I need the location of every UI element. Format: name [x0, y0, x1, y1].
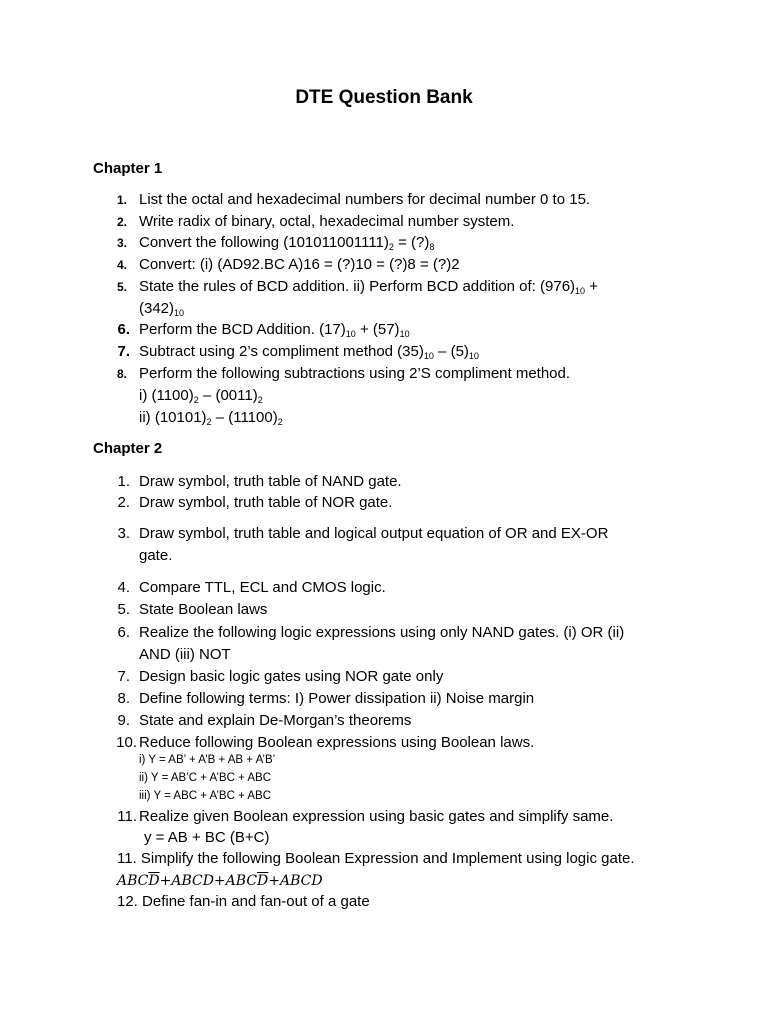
question-text: Reduce following Boolean expressions using Boolean laws.	[139, 734, 535, 751]
question-text: Draw symbol, truth table of NOR gate.	[139, 494, 393, 511]
question-text: Compare TTL, ECL and CMOS logic.	[139, 579, 386, 596]
question-text: Convert: (i) (AD92.BC A)16 = (?)10 = (?)8 = (?)2	[139, 256, 460, 273]
question-number: 4.	[117, 579, 130, 596]
question-number: 3.	[117, 525, 130, 542]
question-number: 3.	[116, 236, 127, 250]
page-title: DTE Question Bank	[295, 87, 473, 108]
ch2-q11-expression: y = AB + BC (B+C)	[144, 829, 270, 846]
question-text: Perform the BCD Addition. $(17)_{10} + (57)_{10}$	[139, 321, 410, 339]
question-number: 6.	[117, 624, 130, 641]
question-text: Draw symbol, truth table and logical output equation of OR and EX-OR	[139, 525, 609, 542]
question-text: Define following terms: I) Power dissipation ii) Noise margin	[139, 690, 535, 707]
ch2-q10-sub-iii: iii) Y = ABC + A’BC + ABC	[139, 790, 271, 802]
question-text: State Boolean laws	[139, 601, 268, 618]
question-number: 7.	[117, 668, 130, 685]
question-number: 5.	[116, 280, 127, 294]
question-text: Write radix of binary, octal, hexadecimal number system.	[139, 213, 515, 230]
question-number: 1.	[116, 193, 127, 207]
question-text: Draw symbol, truth table of NAND gate.	[139, 473, 402, 490]
question-number: 7.	[117, 343, 130, 360]
ch2-question-11-simplify: 11. Simplify the following Boolean Expression and Implement using logic gate.	[117, 850, 635, 867]
question-text: Realize given Boolean expression using basic gates and simplify same.	[139, 808, 614, 825]
question-text: Subtract using 2’s compliment method $(35)_{10} - (5)_{10}$	[139, 343, 479, 361]
question-number: 6.	[117, 321, 130, 338]
question-number: 1.	[117, 473, 130, 490]
question-text: Convert the following $(101011001111)_2$ = $(?)_8$	[139, 234, 435, 252]
question-text: Design basic logic gates using NOR gate only	[139, 668, 444, 685]
question-number: 2.	[117, 494, 130, 511]
question-text: List the octal and hexadecimal numbers for decimal number 0 to 15.	[139, 191, 591, 208]
question-number: 4.	[116, 258, 127, 272]
ch2-question-12: 12. Define fan-in and fan-out of a gate	[117, 893, 370, 910]
question-text: State and explain De-Morgan’s theorems	[139, 712, 412, 729]
ch2-q11-boolean-expression: $ABC\overline{D}+ABCD+ABC\overline{D}+ABCD$	[117, 873, 323, 889]
chapter-1-heading: Chapter 1	[93, 160, 163, 177]
question-text-continued: AND (iii) NOT	[139, 646, 231, 663]
question-number: 8.	[116, 367, 127, 381]
question-number: 11.	[117, 808, 137, 825]
question-text-continued: $(342)_{10}$	[139, 300, 185, 318]
question-text-continued: gate.	[139, 547, 173, 564]
question-number: 5.	[117, 601, 130, 618]
question-number: 10.	[116, 734, 137, 751]
ch2-q10-sub-i: i) Y = AB’ + A’B + AB + A’B’	[139, 754, 276, 766]
ch2-q10-sub-ii: ii) Y = AB’C + A’BC + ABC	[139, 772, 271, 784]
question-part-i: i) $(1100)_2 - (0011)_2$	[139, 387, 263, 405]
chapter-2-heading: Chapter 2	[93, 440, 163, 457]
question-text: Perform the following subtractions using 2’S compliment method.	[139, 365, 571, 382]
question-text: Realize the following logic expressions using only NAND gates. (i) OR (ii)	[139, 624, 625, 641]
question-number: 2.	[116, 215, 127, 229]
question-number: 8.	[117, 690, 130, 707]
question-text: State the rules of BCD addition. ii) Perform BCD addition of: $(976)_{10}$ +	[139, 278, 598, 296]
question-part-ii: ii) $(10101)_2 - (11100)_2$	[139, 409, 283, 427]
question-number: 9.	[117, 712, 130, 729]
